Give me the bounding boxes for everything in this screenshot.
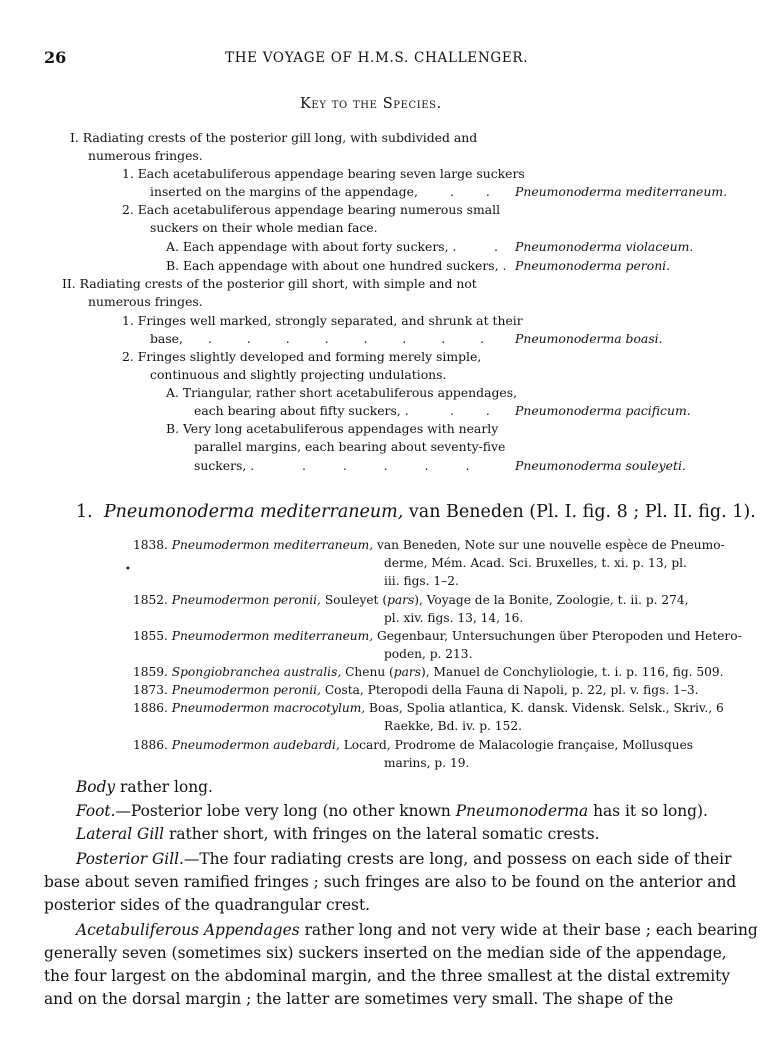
species-authority: van Beneden (Pl. I. fig. 8 ; Pl. II. fig. 1). <box>408 502 756 522</box>
synonymy-entry: 1859. Spongiobranchea australis, Chenu (pars), Manuel de Conchyliologie, t. i. p. 116, fig. 509. <box>133 665 724 679</box>
synonymy-continuation: iii. figs. 1–2. <box>384 574 459 588</box>
synonymy-entry: 1855. Pneumodermon mediterraneum, Gegenbaur, Untersuchungen über Pteropoden und Hetero- <box>133 629 742 643</box>
key-line: 1. Each acetabuliferous appendage bearing seven large suckers <box>122 166 525 181</box>
key-line: A. Triangular, rather short acetabuliferous appendages, <box>166 385 518 400</box>
foot-paragraph: Foot.—Posterior lobe very long (no other known Pneumonoderma has it so long). <box>76 802 708 820</box>
synonymy-entry: 1852. Pneumodermon peronii, Souleyet (pars), Voyage de la Bonite, Zoologie, t. ii. p. 274, <box>133 593 689 607</box>
key-line: B. Very long acetabuliferous appendages with nearly <box>166 421 499 436</box>
key-species: Pneumonoderma boasi. <box>515 331 663 346</box>
key-line: II. Radiating crests of the posterior gill short, with simple and not <box>62 276 477 291</box>
key-line: numerous fringes. <box>88 148 203 163</box>
key-species: Pneumonoderma peroni. <box>515 258 671 273</box>
key-dots: . . . . . <box>302 458 470 473</box>
synonymy-continuation: marins, p. 19. <box>384 756 470 770</box>
species-name: Pneumonoderma mediterraneum, <box>103 502 404 522</box>
margin-mark: • <box>125 564 131 575</box>
key-line: base, <box>150 331 183 346</box>
key-dots: . <box>494 239 498 254</box>
key-line: suckers on their whole median face. <box>150 220 378 235</box>
acetabuliferous-line: generally seven (sometimes six) suckers inserted on the median side of the appendage, <box>44 944 727 962</box>
key-line: continuous and slightly projecting undulations. <box>150 367 447 382</box>
synonymy-entry: 1886. Pneumodermon macrocotylum, Boas, Spolia atlantica, K. dansk. Vidensk. Selsk., Skriv., 6 <box>133 701 724 715</box>
posterior-gill-line: posterior sides of the quadrangular crest. <box>44 896 371 914</box>
key-line: I. Radiating crests of the posterior gill long, with subdivided and <box>70 130 478 145</box>
key-line: each bearing about fifty suckers, . <box>194 403 409 418</box>
key-species: Pneumonoderma souleyeti. <box>515 458 686 473</box>
posterior-gill-line: Posterior Gill.—The four radiating crests are long, and possess on each side of their <box>76 850 732 868</box>
key-line: 2. Each acetabuliferous appendage bearing numerous small <box>122 202 501 217</box>
synonymy-continuation: Raekke, Bd. iv. p. 152. <box>384 719 522 733</box>
posterior-gill-line: base about seven ramified fringes ; such fringes are also to be found on the anterior and <box>44 873 737 891</box>
key-dots: . . <box>450 184 490 199</box>
key-species: Pneumonoderma mediterraneum. <box>515 184 728 199</box>
species-heading <box>76 502 756 522</box>
key-line: inserted on the margins of the appendage, <box>150 184 418 199</box>
key-line: suckers, . <box>194 458 255 473</box>
key-dots: . . . . . . . . <box>208 331 485 346</box>
key-line: 2. Fringes slightly developed and forming merely simple, <box>122 349 482 364</box>
key-line: 1. Fringes well marked, strongly separated, and shrunk at their <box>122 313 523 328</box>
synonymy-continuation: poden, p. 213. <box>384 647 473 661</box>
synonymy-entry: 1838. Pneumodermon mediterraneum, van Beneden, Note sur une nouvelle espèce de Pneumo- <box>133 538 725 552</box>
key-species: Pneumonoderma violaceum. <box>515 239 694 254</box>
acetabuliferous-line: and on the dorsal margin ; the latter are sometimes very small. The shape of the <box>44 990 674 1008</box>
acetabuliferous-line: the four largest on the abdominal margin, and the three smallest at the distal extremity <box>44 967 731 985</box>
synonymy-continuation: pl. xiv. figs. 13, 14, 16. <box>384 611 524 625</box>
synonymy-entry: 1873. Pneumodermon peronii, Costa, Pteropodi della Fauna di Napoli, p. 22, pl. v. figs. 1–3. <box>133 683 699 697</box>
key-title: Key to the Species. <box>300 96 442 112</box>
synonymy-entry: 1886. Pneumodermon audebardi, Locard, Prodrome de Malacologie française, Mollusques <box>133 738 694 752</box>
key-species: Pneumonoderma pacificum. <box>515 403 691 418</box>
running-title: THE VOYAGE OF H.M.S. CHALLENGER. <box>225 50 529 66</box>
page-number: 26 <box>44 48 67 67</box>
species-number: 1. <box>76 502 93 522</box>
lateral-gill-paragraph: Lateral Gill rather short, with fringes on the lateral somatic crests. <box>76 825 600 843</box>
body-paragraph: Body rather long. <box>76 778 213 796</box>
key-line: B. Each appendage with about one hundred suckers, . <box>166 258 507 273</box>
key-line: numerous fringes. <box>88 294 203 309</box>
acetabuliferous-line: Acetabuliferous Appendages rather long and not very wide at their base ; each bearing <box>76 921 758 939</box>
key-line: parallel margins, each bearing about seventy-five <box>194 439 506 454</box>
key-line: A. Each appendage with about forty suckers, . <box>166 239 457 254</box>
synonymy-continuation: derme, Mém. Acad. Sci. Bruxelles, t. xi. p. 13, pl. <box>384 556 687 570</box>
key-dots: . . <box>450 403 490 418</box>
